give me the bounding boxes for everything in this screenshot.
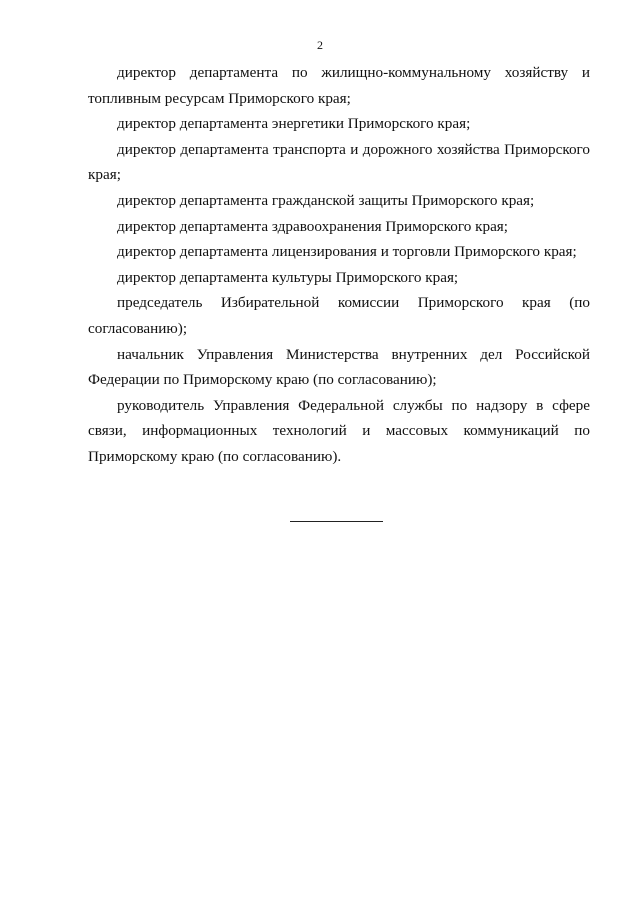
list-item-licensing-director: директор департамента лицензирования и торговли Приморского края;	[117, 243, 577, 261]
list-item-election-commission-chair: председатель Избирательной комиссии Приморского края (по согласованию);	[88, 294, 590, 337]
list-item-health-director: директор департамента здравоохранения Приморского края;	[117, 217, 509, 235]
end-separator-line	[290, 521, 383, 522]
list-item-energy-director: директор департамента энергетики Приморского края;	[117, 115, 471, 133]
document-body	[88, 60, 590, 470]
page-number: 2	[317, 38, 323, 52]
list-item-culture-director: директор департамента культуры Приморского края;	[117, 268, 459, 286]
list-item-civil-defense-director: директор департамента гражданской защиты Приморского края;	[117, 191, 535, 209]
list-item-interior-ministry-head: начальник Управления Министерства внутренних дел Российской Федерации по Приморскому краю (по согласованию);	[88, 345, 590, 389]
list-item-communications-service-head: руководитель Управления Федеральной службы по надзору в сфере связи, информационных технологий и массовых коммуникаций по Приморскому краю (по согласованию).	[88, 396, 590, 465]
list-item-transport-director: директор департамента транспорта и дорожного хозяйства Приморского края;	[88, 140, 590, 184]
list-item-housing-director: директор департамента по жилищно-коммунальному хозяйству и топливным ресурсам Приморского края;	[88, 64, 590, 107]
